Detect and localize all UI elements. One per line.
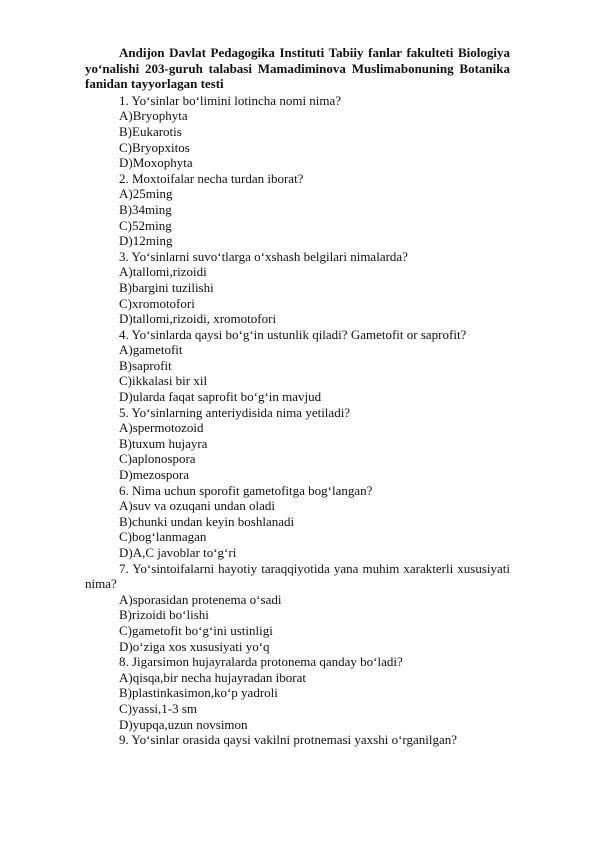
option-d: D)ularda faqat saprofit bo‘g‘in mavjud [119, 389, 322, 405]
option-d: D)A,C javoblar to‘g‘ri [119, 545, 237, 560]
question-text: 8. Jigarsimon hujayralarda protonema qanday bo‘ladi? [119, 654, 403, 670]
option-c: C)bog‘lanmagan [119, 529, 207, 545]
question-text: 4. Yo‘sinlarda qaysi bo‘g‘in ustunlik qiladi? Gametofit or saprofit? [119, 326, 467, 342]
option-a: A)tallomi,rizoidi [119, 264, 207, 280]
option-c: C)52ming [119, 217, 172, 233]
question-3 [85, 249, 510, 327]
option-a: A)Bryophyta [119, 108, 188, 124]
option-d: D)mezospora [119, 467, 190, 483]
option-c: C)yassi,1-3 sm [119, 700, 197, 716]
option-d: D)Moxophyta [119, 155, 193, 171]
option-c: C)gametofit bo‘g‘ini ustinligi [119, 622, 273, 638]
question-1 [85, 93, 510, 171]
option-b: B)bargini tuzilishi [119, 279, 214, 295]
question-4 [85, 327, 510, 405]
option-c: C)ikkalasi bir xil [119, 373, 208, 389]
option-b: B)tuxum hujayra [119, 435, 208, 451]
question-9 [85, 732, 510, 748]
option-c: C)xromotofori [119, 295, 195, 311]
option-a: A)25ming [119, 186, 173, 202]
question-7 [85, 561, 510, 655]
option-a: A)sporasidan protenema o‘sadi [119, 591, 282, 607]
option-b: B)rizoidi bo‘lishi [119, 607, 209, 623]
question-text: 7. Yo‘sintoifalarni hayotiy taraqqiyotida yana muhim xarakterli xususiyati nima? [85, 560, 510, 592]
option-c: C)aplonospora [119, 451, 196, 467]
option-c: C)Bryopxitos [119, 139, 190, 155]
question-text: 5. Yo‘sinlarning anteriydisida nima yetiladi? [119, 404, 351, 420]
option-d: D)12ming [119, 233, 173, 249]
document-page [85, 45, 510, 748]
question-text: 6. Nima uchun sporofit gametofitga bog‘langan? [119, 482, 373, 498]
question-5 [85, 405, 510, 483]
option-d: D)o‘ziga xos xususiyati yo‘q [119, 638, 270, 654]
question-8 [85, 654, 510, 732]
question-text: 2. Moxtoifalar necha turdan iborat? [119, 170, 304, 186]
option-b: B)saprofit [119, 357, 172, 373]
question-6 [85, 483, 510, 561]
question-2 [85, 171, 510, 249]
question-text: 9. Yo‘sinlar orasida qaysi vakilni protnemasi yaxshi o‘rganilgan? [119, 732, 458, 748]
option-a: A)spermotozoid [119, 420, 204, 436]
option-b: B)chunki undan keyin boshlanadi [119, 513, 295, 529]
option-a: A)suv va ozuqani undan oladi [119, 498, 275, 514]
option-b: B)34ming [119, 201, 172, 217]
option-a: A)qisqa,bir necha hujayradan iborat [119, 669, 306, 685]
option-b: B)plastinkasimon,ko‘p yadroli [119, 685, 278, 701]
question-text: 3. Yo‘sinlarni suvo‘tlarga o‘xshash belgilari nimalarda? [119, 248, 408, 264]
option-d: D)yupqa,uzun novsimon [119, 716, 248, 732]
option-b: B)Eukarotis [119, 123, 182, 139]
question-text: 1. Yo‘sinlar bo‘limini lotincha nomi nima? [119, 92, 342, 108]
option-a: A)gametofit [119, 342, 183, 358]
option-d: D)tallomi,rizoidi, xromotofori [119, 311, 277, 327]
document-title: Andijon Davlat Pedagogika Instituti Tabiiy fanlar fakulteti Biologiya yo‘nalishi 203-guruh talabasi Mamadiminova Muslimabonuning Botanika fanidan tayyorlagan testi [85, 45, 510, 92]
